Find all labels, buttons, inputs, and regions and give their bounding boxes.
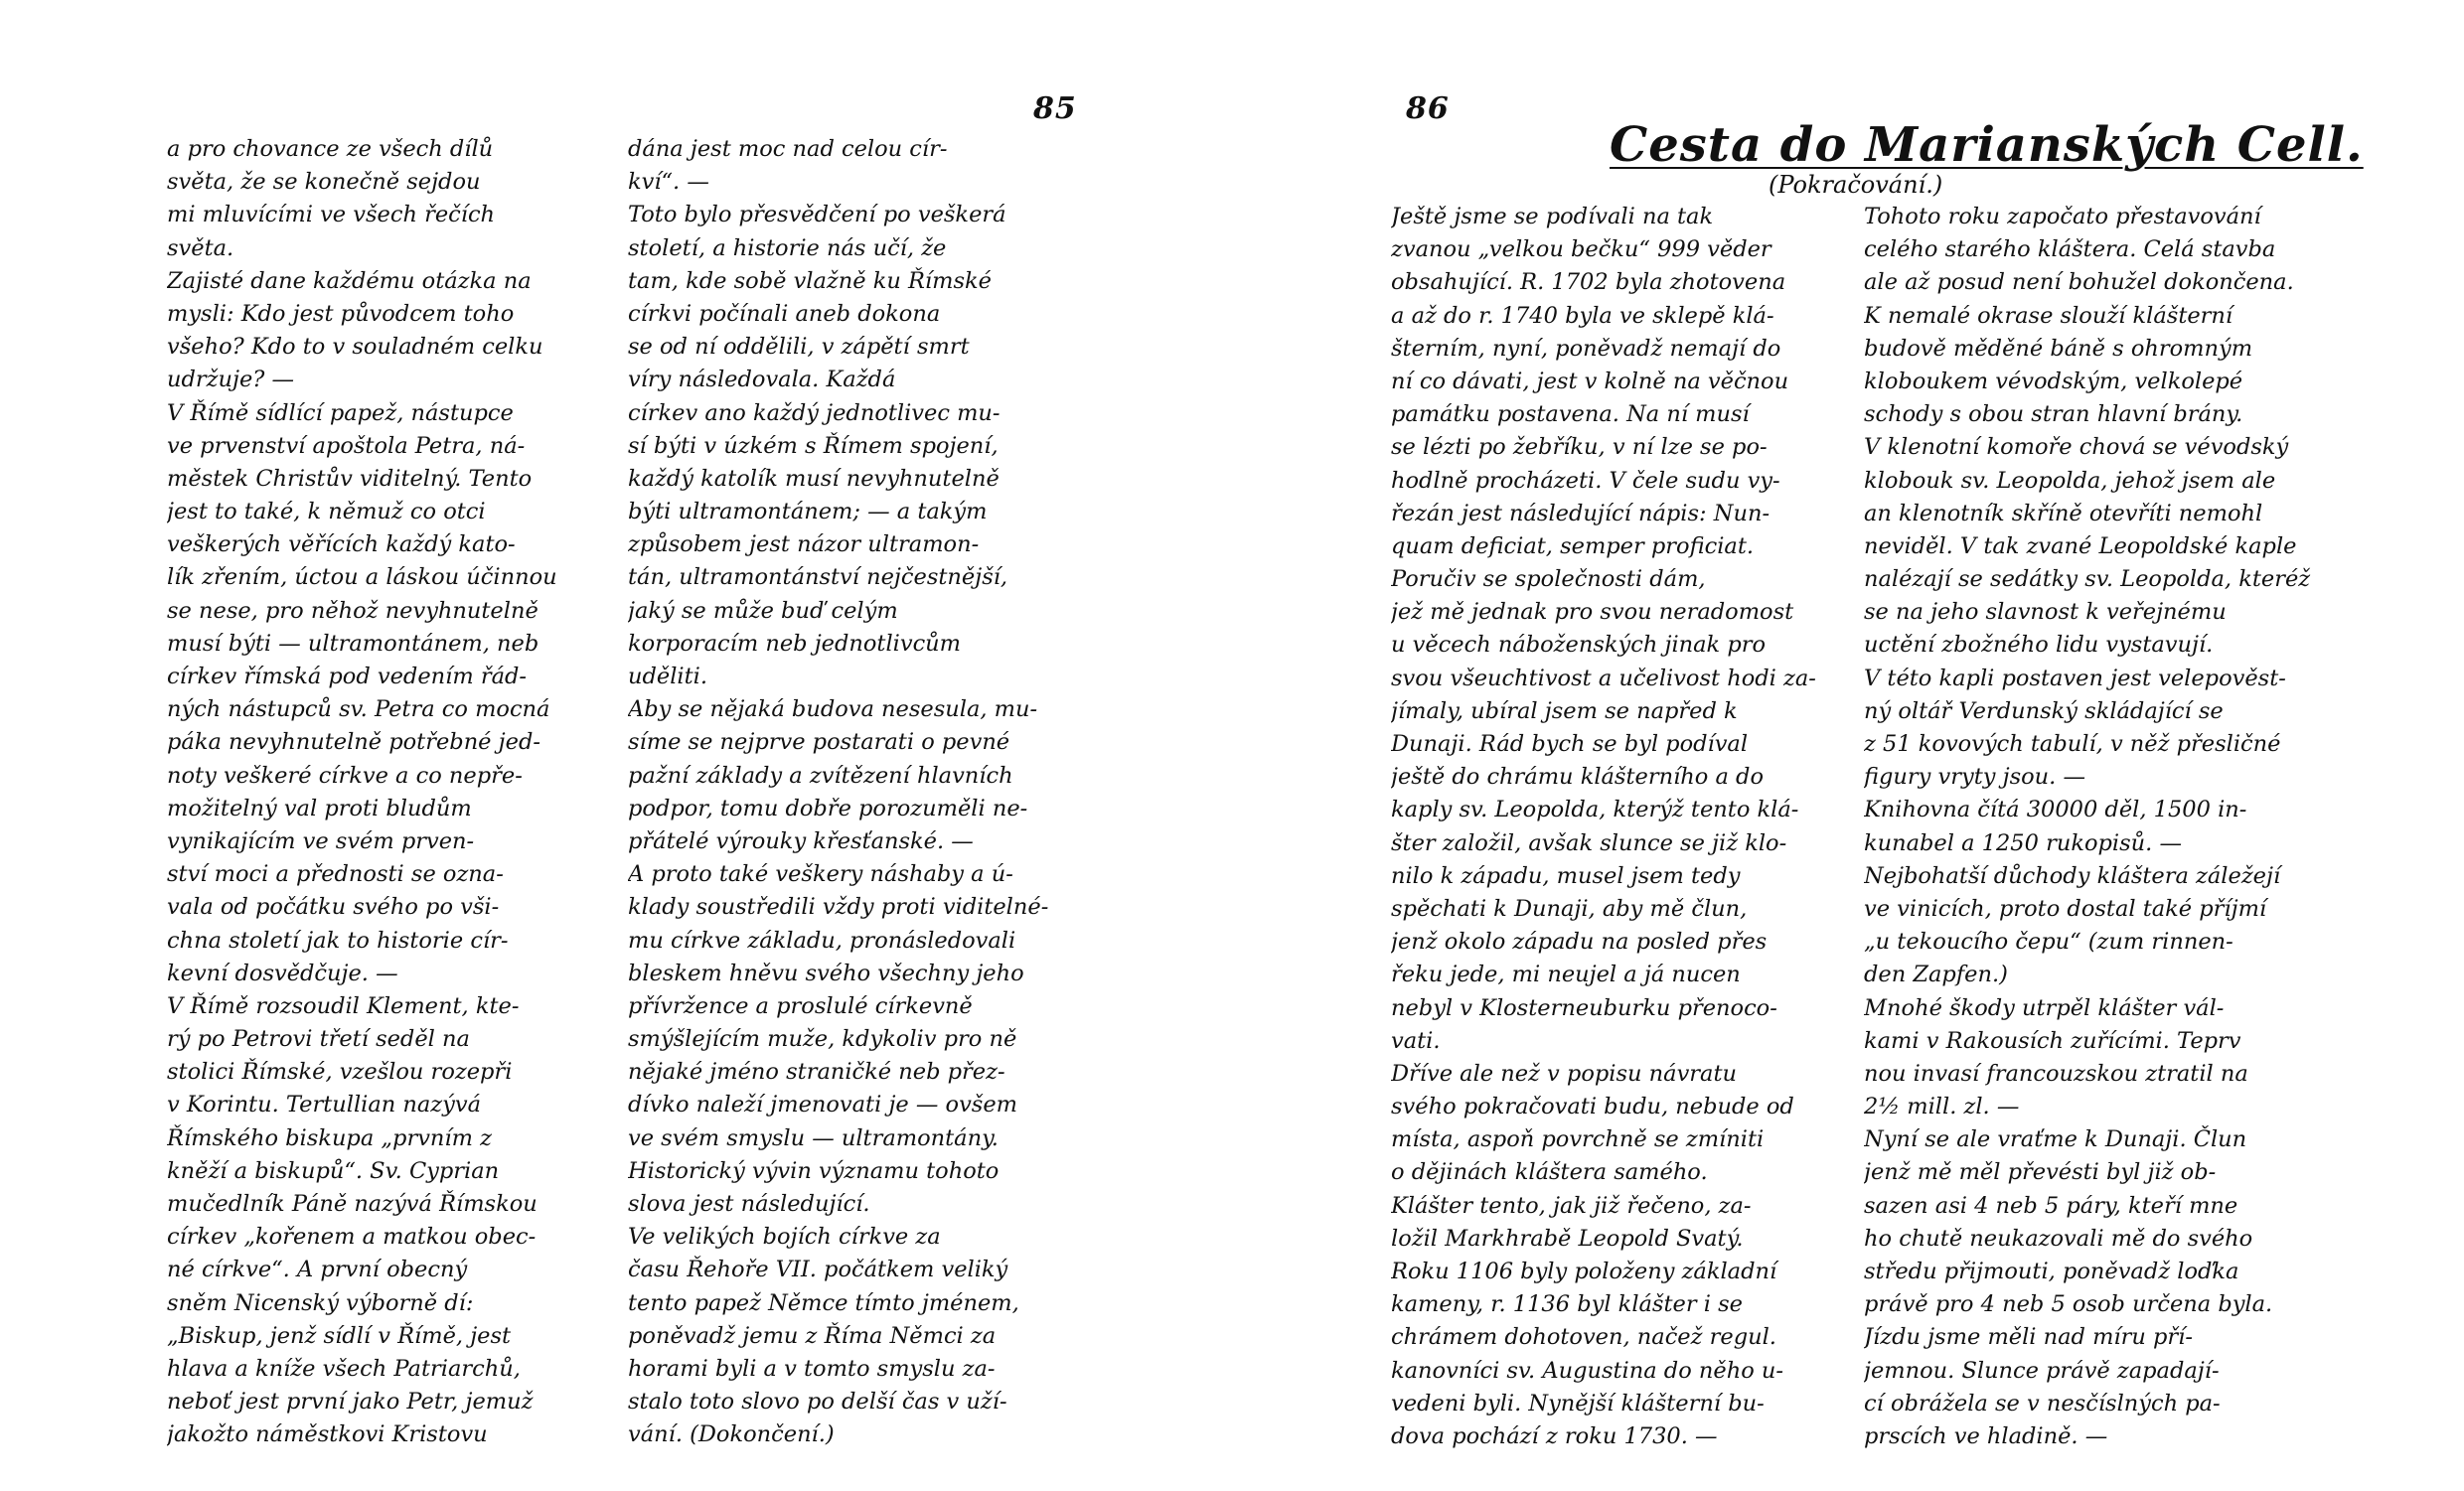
text-line: víry následovala. Každá (628, 367, 896, 393)
text-line: jenž okolo západu na posled přes (1391, 929, 1768, 956)
text-line: sněm Nicenský výborně dí: (167, 1289, 474, 1316)
text-line: neboť jest první jako Petr, jemuž (167, 1389, 534, 1416)
text-line: zvanou „velkou bečku“ 999 věder (1391, 236, 1771, 263)
text-line: kami v Rakousích zuřícími. Teprv (1864, 1027, 2241, 1054)
text-line: pažní základy a zvítězení hlavních (628, 762, 1013, 789)
text-line: z 51 kovových tabulí, v něž přesličné (1864, 731, 2281, 757)
text-line: Tohoto roku započato přestavování (1864, 204, 2261, 229)
text-line: spěchati k Dunaji, aby mě člun, (1391, 895, 1748, 922)
text-line: 2½ mill. zl. — (1864, 1094, 2020, 1120)
text-line: ve vinicích, proto dostal také příjmí (1864, 895, 2267, 922)
text-line: ve svém smyslu — ultramontány. (628, 1124, 999, 1151)
left-page-column-2 (628, 133, 1080, 1452)
text-line: noty veškeré církve a co nepře- (167, 762, 523, 789)
text-line: „u tekoucího čepu“ (zum rinnen- (1864, 929, 2233, 956)
text-line: dívko naleží jmenovati je — ovšem (628, 1092, 1017, 1118)
text-line: schody s obou stran hlavní brány. (1864, 401, 2243, 428)
text-line: nějaké jméno straničké neb přez- (628, 1059, 1005, 1086)
text-line: ho chutě neukazovali mě do svého (1864, 1225, 2253, 1252)
right-page-column-1 (1391, 201, 1843, 1453)
text-line: vati. (1391, 1027, 1441, 1054)
text-line: korporacím neb jednotlivcům (628, 630, 962, 657)
text-line: lík zřením, úctou a láskou účinnou (167, 564, 557, 591)
text-line: památku postavena. Na ní musí (1391, 401, 1750, 428)
text-line: uděliti. (628, 664, 707, 689)
text-line: Dříve ale než v popisu návratu (1391, 1060, 1737, 1087)
text-line: možitelný val proti bludům (167, 795, 472, 821)
text-line: kněží a biskupů“. Sv. Cyprian (167, 1157, 500, 1184)
text-line: svého pokračovati budu, nebude od (1391, 1094, 1794, 1120)
text-line: jemnou. Slunce právě zapadají- (1864, 1357, 2220, 1384)
text-line: Ještě jsme se podívali na tak (1391, 204, 1714, 229)
text-line: Zajisté dane každému otázka na (167, 267, 532, 294)
text-line: bleskem hněvu svého všechny jeho (628, 960, 1024, 986)
text-line: ní co dávati, jest v kolně na věčnou (1391, 368, 1789, 394)
text-line: an klenotník skříně otevříti nemohl (1864, 500, 2263, 526)
text-line: páka nevyhnutelně potřebné jed- (167, 729, 540, 756)
right-page (1232, 0, 2464, 1491)
text-line: ných nástupců sv. Petra co mocná (167, 696, 550, 723)
text-line: „Biskup, jenž sídlí v Římě, jest (167, 1322, 512, 1349)
text-line: síme se nejprve postarati o pevné (628, 729, 1010, 756)
text-line: přátelé výrouky křesťanské. — (628, 827, 974, 854)
text-line: podpor, tomu dobře porozuměli ne- (628, 795, 1028, 821)
page-number-right: 86 (1406, 91, 1450, 126)
text-line: Ve velikých bojích církve za (628, 1224, 941, 1251)
text-line: přívržence a proslulé církevně (628, 992, 973, 1019)
text-line: V klenotní komoře chová se vévodský (1864, 434, 2289, 461)
text-line: den Zapfen.) (1864, 962, 2008, 988)
text-line: kanovníci sv. Augustina do něho u- (1391, 1357, 1783, 1384)
text-line: nou invasí francouzskou ztratil na (1864, 1060, 2248, 1087)
article-title: Cesta do Marianských Cell. (1610, 117, 2364, 173)
text-line: jež mě jednak pro svou neradomost (1391, 599, 1794, 626)
text-line: vedeni byli. Nynější klášterní bu- (1391, 1390, 1765, 1416)
text-line: církvi počínali aneb dokona (628, 300, 941, 327)
text-line: ství moci a přednosti se ozna- (167, 861, 504, 888)
text-line: Toto bylo přesvědčení po veškerá (628, 202, 1006, 228)
text-line: stolici Římské, vzešlou rozepři (167, 1059, 513, 1086)
article-subtitle: (Pokračování.) (1769, 171, 1943, 199)
text-line: v Korintu. Tertullian nazývá (167, 1092, 481, 1118)
text-line: Mnohé škody utrpěl klášter vál- (1864, 994, 2225, 1021)
text-line: tento papež Němce tímto jménem, (628, 1289, 1019, 1316)
text-line: ale až posud není bohužel dokončena. (1864, 269, 2294, 296)
text-line: Poručiv se společnosti dám, (1391, 566, 1706, 593)
text-line: a pro chovance ze všech dílů (167, 136, 494, 162)
text-line: K nemalé okrase slouží klášterní (1864, 302, 2233, 329)
text-line: Klášter tento, jak již řečeno, za- (1391, 1192, 1752, 1219)
text-line: cí obrážela se v nesčíslných pa- (1864, 1390, 2221, 1416)
text-line: Jízdu jsme měli nad míru pří- (1864, 1324, 2193, 1351)
text-line: ve prvenství apoštola Petra, ná- (167, 432, 526, 459)
text-line: Nejbohatší důchody kláštera záležejí (1864, 862, 2281, 889)
text-line: quam deficiat, semper proficiat. (1391, 532, 1755, 559)
text-line: způsobem jest názor ultramon- (628, 531, 980, 558)
text-line: jest to také, k němuž co otci (167, 499, 486, 525)
text-line: vynikajícím ve svém prven- (167, 827, 475, 854)
text-line: horami byli a v tomto smyslu za- (628, 1355, 996, 1382)
text-line: prscích ve hladině. — (1864, 1422, 2108, 1449)
text-line: musí býti — ultramontánem, neb (167, 630, 539, 657)
text-line: o dějinách kláštera samého. (1391, 1159, 1708, 1186)
text-line: V Římě sídlící papež, nástupce (167, 399, 514, 426)
text-line: mi mluvícími ve všech řečích (167, 202, 496, 228)
text-line: obsahující. R. 1702 byla zhotovena (1391, 269, 1786, 296)
text-line: hlava a kníže všech Patriarchů, (167, 1355, 521, 1382)
text-line: V této kapli postaven jest velepověst- (1864, 665, 2286, 691)
text-line: kevní dosvědčuje. — (167, 960, 398, 986)
right-page-column-2 (1864, 201, 2316, 1453)
text-line: světa, že se konečně sejdou (167, 169, 481, 196)
text-line: figury vryty jsou. — (1864, 764, 2085, 791)
text-line: se na jeho slavnost k veřejnému (1864, 599, 2227, 626)
text-line: klobouk sv. Leopolda, jehož jsem ale (1864, 467, 2276, 494)
text-line: V Římě rozsoudil Klement, kte- (167, 992, 520, 1019)
text-line: Dunaji. Rád bych se byl podíval (1391, 731, 1749, 757)
text-line: ný oltář Verdunský skládající se (1864, 697, 2224, 724)
text-line: právě pro 4 neb 5 osob určena byla. (1864, 1291, 2273, 1318)
text-line: městek Christův viditelný. Tento (167, 465, 533, 492)
text-line: dána jest moc nad celou cír- (628, 136, 948, 162)
text-line: času Řehoře VII. počátkem veliký (628, 1257, 1008, 1283)
text-line: dova pochází z roku 1730. — (1391, 1422, 1718, 1449)
text-line: jímaly, ubíral jsem se napřed k (1391, 697, 1738, 724)
text-line: slova jest následující. (628, 1191, 870, 1217)
text-line: né církve“. A první obecný (167, 1257, 468, 1283)
text-line: celého starého kláštera. Celá stavba (1864, 236, 2276, 263)
text-line: tán, ultramontánství nejčestnější, (628, 564, 1008, 591)
text-line: ještě do chrámu klášterního a do (1391, 764, 1764, 791)
text-line: tam, kde sobě vlažně ku Římské (628, 267, 992, 294)
text-line: rý po Petrovi třetí seděl na (167, 1026, 470, 1053)
text-line: církev ano každý jednotlivec mu- (628, 399, 1001, 426)
text-line: veškerých věřících každý kato- (167, 531, 516, 558)
text-line: církev římská pod vedením řád- (167, 664, 527, 689)
text-line: vání. (Dokončení.) (628, 1421, 835, 1448)
text-line: Knihovna čítá 30000 děl, 1500 in- (1864, 797, 2247, 823)
left-page-column-1 (167, 133, 619, 1452)
text-line: šter založil, avšak slunce se již klo- (1391, 829, 1787, 856)
text-line: udržuje? — (167, 367, 295, 393)
text-line: kameny, r. 1136 byl klášter i se (1391, 1291, 1743, 1318)
text-line: řeku jede, mi neujel a já nucen (1391, 962, 1741, 988)
text-line: kaply sv. Leopolda, kterýž tento klá- (1391, 797, 1799, 823)
text-line: jaký se může buď celým (628, 597, 898, 624)
text-line: u věcech náboženských jinak pro (1391, 632, 1767, 659)
text-line: století, a historie nás učí, že (628, 234, 947, 261)
text-line: každý katolík musí nevyhnutelně (628, 465, 1000, 492)
text-line: mu církve základu, pronásledovali (628, 927, 1016, 954)
text-line: nilo k západu, musel jsem tedy (1391, 862, 1741, 889)
text-line: řezán jest následující nápis: Nun- (1391, 500, 1771, 526)
text-line: kví“. — (628, 169, 709, 196)
text-line: budově měděné báně s ohromným (1864, 335, 2253, 362)
text-line: se od ní oddělili, v zápětí smrt (628, 334, 970, 361)
text-line: Římského biskupa „prvním z (167, 1124, 492, 1151)
text-line: A proto také veškery náshaby a ú- (628, 861, 1013, 888)
text-line: kunabel a 1250 rukopisů. — (1864, 829, 2182, 856)
text-line: poněvadž jemu z Říma Němci za (628, 1322, 997, 1349)
text-line: a až do r. 1740 byla ve sklepě klá- (1391, 302, 1774, 329)
text-line: mučedlník Páně nazývá Římskou (167, 1191, 538, 1217)
text-line: se lézti po žebříku, v ní lze se po- (1391, 434, 1768, 461)
text-line: býti ultramontánem; — a takým (628, 499, 988, 525)
text-line: hodlně procházeti. V čele sudu vy- (1391, 467, 1780, 494)
text-line: Aby se nějaká budova nesesula, mu- (628, 696, 1038, 723)
text-line: jenž mě měl převésti byl již ob- (1864, 1159, 2217, 1186)
text-line: Nyní se ale vraťme k Dunaji. Člun (1864, 1126, 2247, 1153)
text-line: nalézají se sedátky sv. Leopolda, kteréž (1864, 566, 2311, 593)
text-line: jakožto náměstkovi Kristovu (167, 1421, 488, 1448)
text-line: neviděl. V tak zvané Leopoldské kaple (1864, 532, 2297, 559)
text-line: místa, aspoň povrchně se zmíniti (1391, 1126, 1765, 1153)
text-line: Roku 1106 byly položeny základní (1391, 1259, 1777, 1284)
text-line: mysli: Kdo jest původcem toho (167, 300, 515, 327)
text-line: sí býti v úzkém s Římem spojení, (628, 432, 999, 459)
text-line: uctění zbožného lidu vystavují. (1864, 632, 2214, 659)
text-line: smýšlejícím muže, kdykoliv pro ně (628, 1026, 1017, 1053)
text-line: vala od počátku svého po vši- (167, 894, 500, 921)
text-line: církev „kořenem a matkou obec- (167, 1224, 537, 1251)
text-line: kloboukem vévodským, velkolepé (1864, 368, 2243, 394)
text-line: se nese, pro něhož nevyhnutelně (167, 597, 539, 624)
text-line: světa. (167, 234, 234, 261)
text-line: klady soustředili vždy proti viditelné- (628, 894, 1049, 921)
text-line: ložil Markhrabě Leopold Svatý. (1391, 1225, 1744, 1252)
text-line: chna století jak to historie cír- (167, 927, 509, 954)
text-line: svou všeuchtivost a učelivost hodi za- (1391, 665, 1816, 691)
text-line: chrámem dohotoven, načež regul. (1391, 1324, 1776, 1351)
text-line: středu přijmouti, poněvadž loďka (1864, 1259, 2239, 1284)
text-line: sazen asi 4 neb 5 páry, kteří mne (1864, 1192, 2238, 1219)
text-line: nebyl v Klosterneuburku přenoco- (1391, 994, 1777, 1021)
text-line: šterním, nyní, poněvadž nemají do (1391, 335, 1781, 362)
text-line: stalo toto slovo po delší čas v uží- (628, 1389, 1007, 1416)
text-line: všeho? Kdo to v souladném celku (167, 334, 543, 361)
text-line: Historický vývin významu tohoto (628, 1157, 1000, 1184)
page-number-left: 85 (1033, 91, 1077, 126)
